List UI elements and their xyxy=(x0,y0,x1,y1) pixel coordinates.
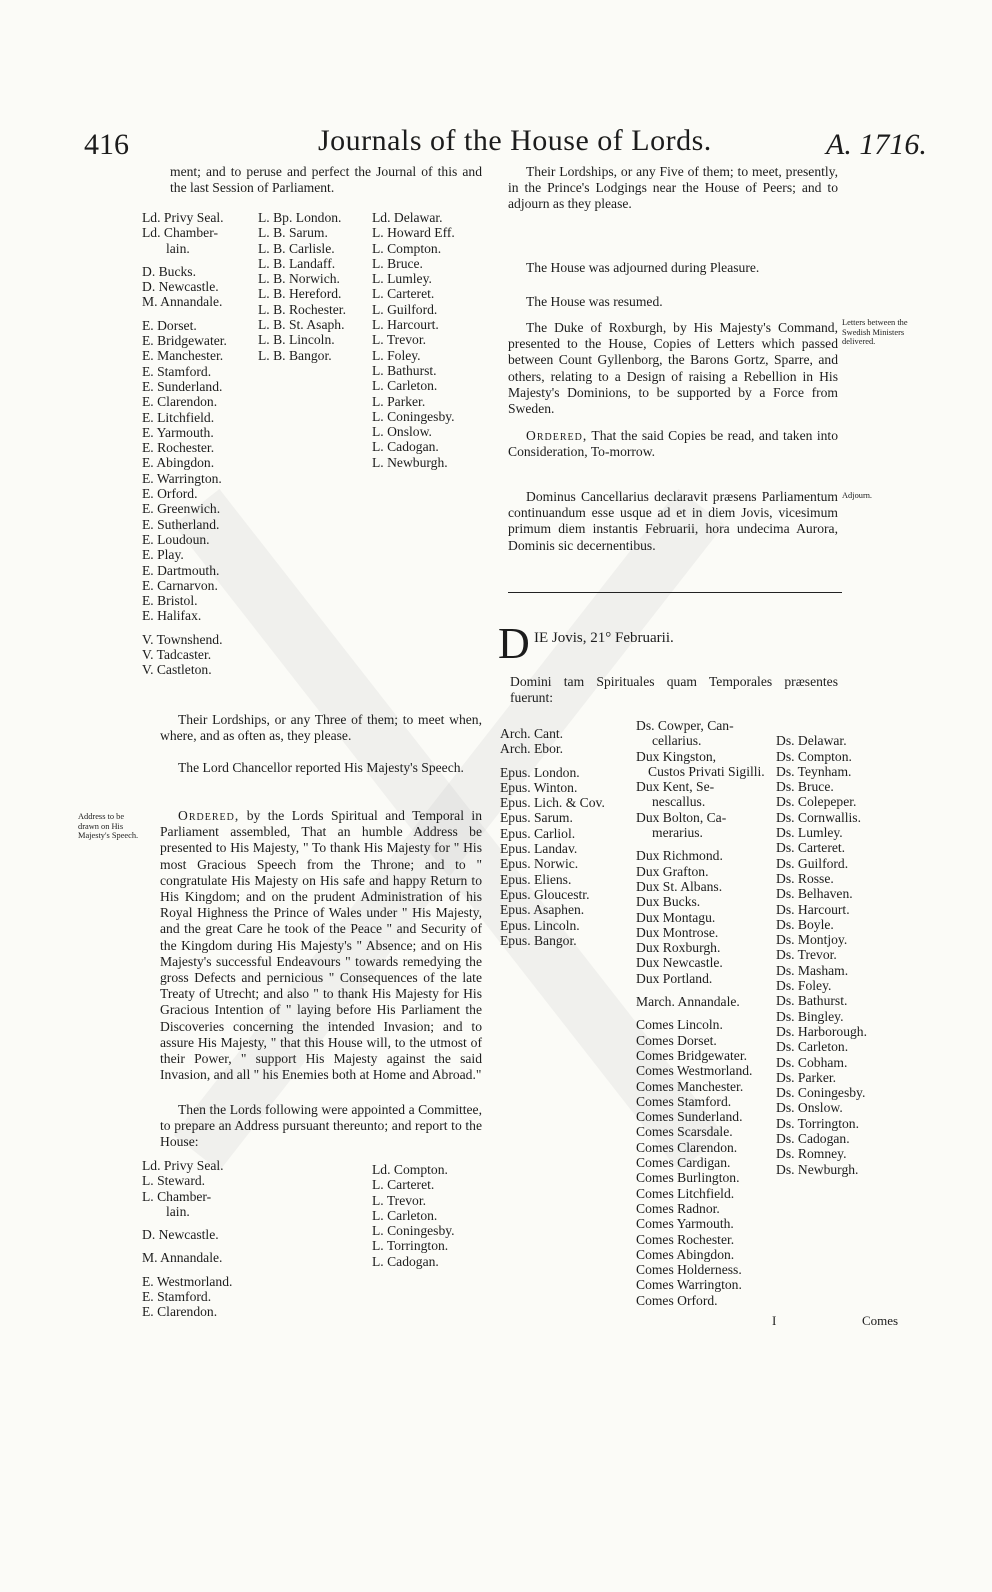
list-item: Ld. Privy Seal. xyxy=(142,1158,224,1173)
list-item: L. B. Lincoln. xyxy=(258,332,335,348)
list-item: L. Steward. xyxy=(142,1173,206,1189)
list-item: E. Halifax. xyxy=(142,608,202,624)
list-item: Custos Privati Sigilli. xyxy=(648,763,765,779)
quorum-1-text: Their Lordships, or any Three of them; to meet when, where, and as often as, they please. xyxy=(160,712,482,744)
address-paragraph xyxy=(160,808,482,1083)
list-item: Comes Orford. xyxy=(636,1292,718,1308)
list-item: Ds. Onslow. xyxy=(776,1100,843,1116)
list-item: E. Sutherland. xyxy=(142,516,220,532)
list-item: Ds. Colepeper. xyxy=(776,794,857,810)
present-col2 xyxy=(636,718,765,1308)
list-item: Epus. London. xyxy=(500,764,580,780)
list-item: L. Bp. London. xyxy=(258,210,342,225)
list-item: Dux Bucks. xyxy=(636,894,701,910)
letters-presented-text: The Duke of Roxburgh, by His Majesty's Command, presented to the House, Copies of Letters which passed between Count Gyllenborg, the Barons Gortz, Sparre, and others, relating to a Design of raising a Rebellion in His Majesty's Dominions, to be supported by a Force from Sweden. xyxy=(508,320,838,417)
list-item: Epus. Carliol. xyxy=(500,825,576,841)
list-item: L. Parker. xyxy=(372,393,426,409)
quorum-2-text: Their Lordships, or any Five of them; to meet, presently, in the Prince's Lodgings near the House of Peers; and to adjourn as they please. xyxy=(508,164,838,212)
list-item: E. Dorset. xyxy=(142,317,197,333)
list-item: M. Annandale. xyxy=(142,294,223,310)
list-item: Epus. Asaphen. xyxy=(500,902,585,918)
list-item: Ds. Bathurst. xyxy=(776,993,848,1009)
list-item: L. Compton. xyxy=(372,240,442,256)
list-item: Epus. Norwic. xyxy=(500,856,579,872)
list-item: L. Guilford. xyxy=(372,301,438,317)
margin-note-address: Address to be drawn on His Majesty's Speech. xyxy=(78,812,139,840)
day-heading: IE Jovis, 21° Februarii. xyxy=(534,630,674,646)
list-item: L. Bruce. xyxy=(372,255,423,271)
list-item: Comes Rochester. xyxy=(636,1231,735,1247)
list-item: Ds. Montjoy. xyxy=(776,932,848,948)
committee2-col1 xyxy=(142,1158,232,1320)
list-item: Dux Kingston, xyxy=(636,748,717,764)
list-item: D. Newcastle. xyxy=(142,1227,219,1243)
list-item: Ld. Privy Seal. xyxy=(142,210,224,225)
list-item: V. Townshend. xyxy=(142,631,223,647)
quorum-2 xyxy=(508,164,838,213)
list-item: E. Westmorland. xyxy=(142,1273,233,1289)
list-item: Arch. Ebor. xyxy=(500,741,564,757)
top-text-paragraph: ment; and to peruse and perfect the Journal of this and the last Session of Parliament. xyxy=(170,164,482,196)
list-item: Ds. Bruce. xyxy=(776,779,834,795)
page-number: 416 xyxy=(84,128,129,161)
list-item: Ds. Cadogan. xyxy=(776,1131,850,1147)
list-item: E. Greenwich. xyxy=(142,501,221,517)
list-item: L. B. Norwich. xyxy=(258,271,340,287)
list-item: E. Litchfield. xyxy=(142,409,215,425)
catchword: Comes xyxy=(862,1313,899,1328)
list-item xyxy=(776,718,867,733)
list-item: L. Carteret. xyxy=(372,286,435,302)
list-item: E. Stamford. xyxy=(142,363,212,379)
list-item: Ds. Carleton. xyxy=(776,1039,849,1055)
committee1-col3 xyxy=(372,210,455,470)
drop-cap: D xyxy=(498,619,530,668)
present-heading-text: Domini tam Spirituales quam Temporales præsentes fuerunt: xyxy=(510,674,838,706)
list-item: Ds. Cowper, Can- xyxy=(636,718,734,733)
list-item: L. Trevor. xyxy=(372,1192,427,1208)
list-item: Comes Lincoln. xyxy=(636,1017,723,1033)
list-item: Comes Abingdon. xyxy=(636,1246,735,1262)
list-item: Epus. Winton. xyxy=(500,779,578,795)
list-item: D. Bucks. xyxy=(142,263,196,279)
list-item: L. Harcourt. xyxy=(372,317,439,333)
list-item: Dux Newcastle. xyxy=(636,955,723,971)
signature-mark: I xyxy=(772,1313,777,1328)
page-title: Journals of the House of Lords. xyxy=(318,124,712,157)
list-item: Ds. Cobham. xyxy=(776,1054,848,1070)
list-item: L. Coningesby. xyxy=(372,408,455,424)
list-item: L. B. Bangor. xyxy=(258,347,332,363)
section-divider xyxy=(508,592,842,593)
list-item: Ds. Compton. xyxy=(776,748,852,764)
list-item: Ds. Bingley. xyxy=(776,1008,844,1024)
list-item: Ds. Boyle. xyxy=(776,916,834,932)
list-item: E. Sunderland. xyxy=(142,378,223,394)
list-item: Ds. Guilford. xyxy=(776,855,849,871)
list-item: Dux Montagu. xyxy=(636,909,716,925)
list-item: Ds. Masham. xyxy=(776,962,849,978)
list-item: Ds. Harcourt. xyxy=(776,901,850,917)
present-heading xyxy=(508,674,838,706)
list-item: cellarius. xyxy=(652,733,702,749)
house-adjourned xyxy=(508,260,838,276)
copies-order xyxy=(508,428,838,460)
present-col3 xyxy=(776,718,867,1177)
list-item: E. Stamford. xyxy=(142,1289,212,1305)
list-item: L. Carleton. xyxy=(372,378,438,394)
list-item: V. Castleton. xyxy=(142,662,212,678)
list-item: Comes Westmorland. xyxy=(636,1063,753,1079)
copies-order-text: That the said Copies be read, and taken into Consideration, To-morrow. xyxy=(508,428,838,460)
list-item: Ds. Foley. xyxy=(776,978,832,994)
list-item: lain. xyxy=(166,240,190,256)
committee1-col1 xyxy=(142,210,227,678)
list-item: Epus. Bangor. xyxy=(500,932,577,948)
list-item: L. Trevor. xyxy=(372,332,427,348)
address-order xyxy=(160,808,482,1083)
list-item: L. Torrington. xyxy=(372,1238,449,1254)
present-col1 xyxy=(500,726,605,948)
chancellor-reported-text: The Lord Chancellor reported His Majesty's Speech. xyxy=(178,760,464,775)
list-item: Ds. Delawar. xyxy=(776,733,847,749)
list-item: Comes Burlington. xyxy=(636,1170,740,1186)
list-item: Ds. Coningesby. xyxy=(776,1085,866,1101)
list-item: Comes Sunderland. xyxy=(636,1109,743,1125)
house-adjourned-text: The House was adjourned during Pleasure. xyxy=(526,260,760,275)
list-item: Comes Stamford. xyxy=(636,1093,732,1109)
list-item: Comes Radnor. xyxy=(636,1200,720,1216)
latin-adjourn-text: Dominus Cancellarius declaravit præsens Parliamentum continuandum esse usque ad et in diem Jovis, vicesimum primum diem instantis Februarii, hora undecima Aurora, Dominis sic decernentibus. xyxy=(508,489,838,553)
list-item: M. Annandale. xyxy=(142,1250,223,1266)
list-item: Ds. Carteret. xyxy=(776,840,846,856)
list-item: L. Cadogan. xyxy=(372,1253,439,1269)
list-item: Ds. Teynham. xyxy=(776,763,852,779)
list-item: E. Clarendon. xyxy=(142,394,218,410)
list-item: Dux Portland. xyxy=(636,970,713,986)
list-item: Dux Montrose. xyxy=(636,924,719,940)
list-item: Ld. Delawar. xyxy=(372,210,443,225)
list-item: L. Coningesby. xyxy=(372,1223,455,1239)
list-item: E. Loudoun. xyxy=(142,531,210,547)
list-item: Comes Scarsdale. xyxy=(636,1124,733,1140)
list-item: L. Newburgh. xyxy=(372,454,448,470)
list-item: Comes Holderness. xyxy=(636,1262,742,1278)
margin-note-letters: Letters between the Swedish Ministers delivered. xyxy=(842,318,908,346)
house-resumed xyxy=(508,294,838,310)
list-item: Dux Roxburgh. xyxy=(636,940,721,956)
list-item: merarius. xyxy=(652,825,703,841)
chancellor-reported xyxy=(160,760,482,776)
list-item: Dux Grafton. xyxy=(636,863,709,879)
list-item: L. B. Sarum. xyxy=(258,225,328,241)
quorum-1 xyxy=(160,712,482,744)
list-item: E. Clarendon. xyxy=(142,1304,218,1320)
list-item: L. B. Rochester. xyxy=(258,301,346,317)
list-item: L. Chamber- xyxy=(142,1188,212,1204)
list-item: Ds. Lumley. xyxy=(776,825,843,841)
list-item: D. Newcastle. xyxy=(142,279,219,295)
list-item: L. Foley. xyxy=(372,347,421,363)
list-item: E. Bridgewater. xyxy=(142,333,227,349)
ordered-word: Ordered, xyxy=(178,808,240,823)
list-item: Comes Litchfield. xyxy=(636,1185,735,1201)
list-item: Epus. Gloucestr. xyxy=(500,886,590,902)
list-item: E. Carnarvon. xyxy=(142,577,218,593)
list-item: L. Lumley. xyxy=(372,271,432,287)
list-item: Ds. Harborough. xyxy=(776,1023,867,1039)
list-item: E. Warrington. xyxy=(142,470,222,486)
list-item: Epus. Landav. xyxy=(500,841,578,857)
list-item: Ds. Trevor. xyxy=(776,947,837,963)
list-item: L. Carteret. xyxy=(372,1177,435,1193)
letters-presented xyxy=(508,320,838,417)
list-item: L. Bathurst. xyxy=(372,362,437,378)
page-year: A. 1716. xyxy=(826,128,927,161)
committee1-col2 xyxy=(258,210,346,363)
list-item: Ds. Parker. xyxy=(776,1069,837,1085)
list-item: Ds. Torrington. xyxy=(776,1115,860,1131)
list-item: nescallus. xyxy=(652,794,706,810)
ordered-word: Ordered, xyxy=(526,428,588,443)
list-item: Ld. Chamber- xyxy=(142,225,218,241)
list-item: Comes Cardigan. xyxy=(636,1155,731,1171)
list-item: E. Yarmouth. xyxy=(142,424,214,440)
list-item: Dux St. Albans. xyxy=(636,878,723,894)
list-item: L. Howard Eff. xyxy=(372,225,455,241)
list-item: E. Play. xyxy=(142,547,184,563)
house-resumed-text: The House was resumed. xyxy=(526,294,663,309)
list-item: Comes Clarendon. xyxy=(636,1139,738,1155)
list-item: Dux Bolton, Ca- xyxy=(636,809,727,825)
list-item: Comes Warrington. xyxy=(636,1277,742,1293)
committee2-intro xyxy=(160,1102,482,1151)
list-item: L. B. Hereford. xyxy=(258,286,342,302)
list-item: L. B. Landaff. xyxy=(258,255,336,271)
list-item: Ds. Newburgh. xyxy=(776,1161,859,1177)
list-item: Comes Yarmouth. xyxy=(636,1216,734,1232)
list-item: Ds. Cornwallis. xyxy=(776,809,861,825)
list-item: E. Dartmouth. xyxy=(142,562,220,578)
copies-order-paragraph xyxy=(508,428,838,460)
list-item: L. Cadogan. xyxy=(372,439,439,455)
latin-adjourn xyxy=(508,489,838,554)
list-item: Comes Manchester. xyxy=(636,1078,744,1094)
list-item: L. B. Carlisle. xyxy=(258,240,335,256)
margin-note-adjourn: Adjourn. xyxy=(842,491,873,500)
list-item: Arch. Cant. xyxy=(500,726,564,741)
list-item: E. Orford. xyxy=(142,486,198,502)
list-item: March. Annandale. xyxy=(636,994,740,1010)
list-item: E. Abingdon. xyxy=(142,455,215,471)
list-item: lain. xyxy=(166,1203,190,1219)
list-item: Dux Kent, Se- xyxy=(636,779,715,795)
top-text xyxy=(170,164,482,196)
list-item: Epus. Lincoln. xyxy=(500,917,580,933)
list-item: Ds. Belhaven. xyxy=(776,886,853,902)
list-item: Ds. Romney. xyxy=(776,1146,847,1162)
list-item: Epus. Eliens. xyxy=(500,871,572,887)
list-item: Comes Bridgewater. xyxy=(636,1047,747,1063)
list-item: Epus. Sarum. xyxy=(500,810,573,826)
list-item: E. Rochester. xyxy=(142,440,215,456)
list-item: Epus. Lich. & Cov. xyxy=(500,795,605,811)
list-item: Ld. Compton. xyxy=(372,1162,448,1177)
list-item: L. Onslow. xyxy=(372,424,432,440)
list-item: E. Manchester. xyxy=(142,348,224,364)
list-item: L. B. St. Asaph. xyxy=(258,317,345,333)
address-text: by the Lords Spiritual and Temporal in Parliament assembled, That an humble Address be presented to His Majesty, " To thank His Majesty for " His most Gracious Speech from the Throne; and to " congratulate His Majesty on His safe and happy Return to His Kingdom; and on the prudent Administration of his Royal Highness the Prince of Wales under " His Majesty, and the great Care he took of the Peace " and Security of the Kingdom during His Majesty's " Absence; and on His Majesty's successful Endeavours " towards remedying the gross Defects and pernicious " Consequences of the late Treaty of Utrecht; and also " to thank His Majesty for His Gracious Intention of " laying before His Parliament the Discoveries concerning the intended Invasion; and to assure His Majesty, " that this House will, to the utmost of their Power, " support His Majesty against the said Invasion, and all " his Enemies both at Home and Abroad." xyxy=(160,808,482,1083)
list-item: Dux Richmond. xyxy=(636,848,723,864)
list-item: Comes Dorset. xyxy=(636,1032,717,1048)
list-item: V. Tadcaster. xyxy=(142,647,212,663)
committee2-col2 xyxy=(372,1162,455,1269)
list-item: E. Bristol. xyxy=(142,593,198,609)
list-item: L. Carleton. xyxy=(372,1207,438,1223)
list-item: Ds. Rosse. xyxy=(776,870,834,886)
committee2-intro-text: Then the Lords following were appointed a Committee, to prepare an Address pursuant thereunto; and report to the House: xyxy=(160,1102,482,1150)
